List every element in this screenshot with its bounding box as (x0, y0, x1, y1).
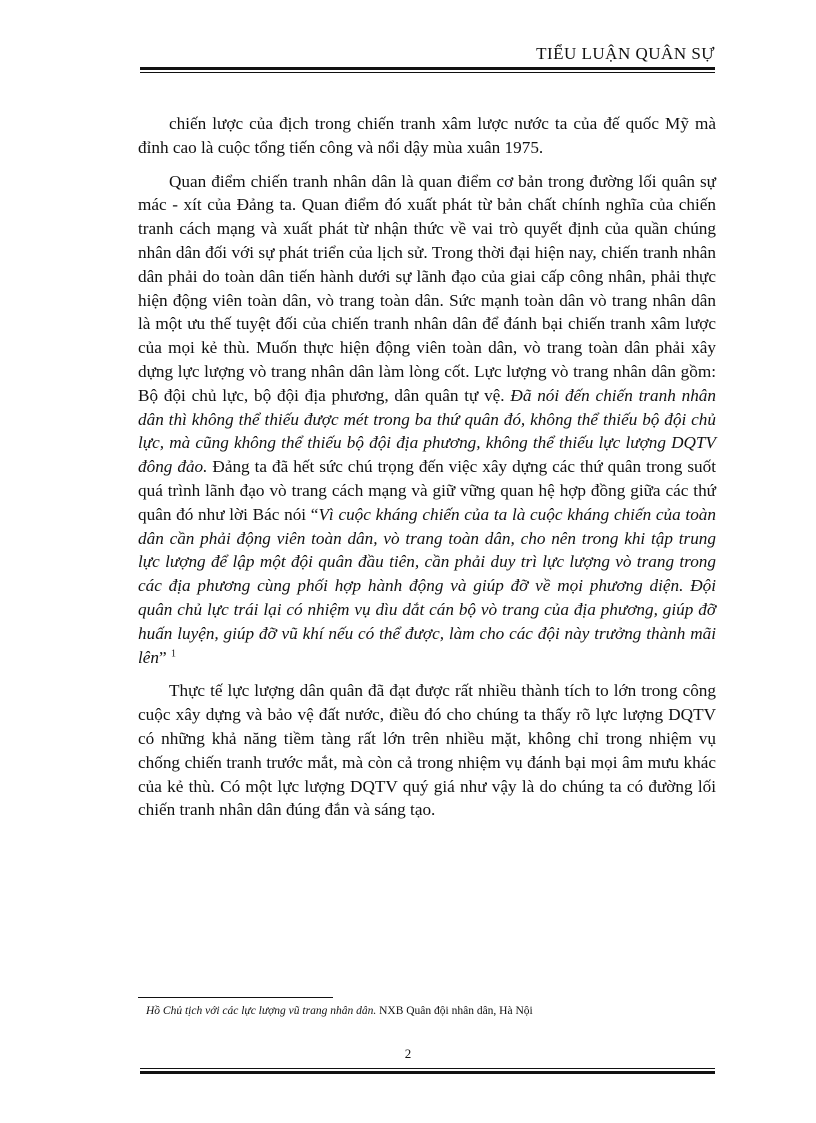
header-rule-thick (140, 67, 715, 70)
paragraph-2-quote: Vì cuộc kháng chiến của ta là cuộc kháng chiến của toàn dân cần phải động viên toàn dân, vò trang toàn dân, cho nên trong khi tập trung lực lượng để lập một đội quân đầu tiên, cần phải duy trì lực lượng vò trang trong các địa phương cùng phối hợp hành động và giúp đỡ về mọi phương diện. Đội quân chủ lực trái lại có nhiệm vụ dìu dắt cán bộ vò trang của địa phương, giúp đỡ huấn luyện, giúp đỡ vũ khí nếu có thể được, làm cho các đội này trưởng thành mãi lên (138, 504, 716, 667)
footnote-reference: 1 (170, 647, 176, 659)
body-text (138, 112, 716, 832)
page-header (140, 44, 715, 74)
paragraph-1-text: chiến lược của địch trong chiến tranh xâm lược nước ta của đế quốc Mỹ mà đỉnh cao là cuộc tổng tiến công và nổi dậy mùa xuân 1975. (138, 114, 716, 157)
footnote-title: Hồ Chủ tịch với các lực lượng vũ trang nhân dân. (146, 1005, 377, 1017)
header-title: TIỂU LUẬN QUÂN SỰ (536, 44, 715, 63)
paragraph-2-italic-a: Đã nói đến chiến tranh nhân dân thì không thể thiếu được mét trong ba thứ quân đó, không thể thiếu bộ đội chủ lực, mà cũng không thể thiếu bộ đội địa phương, không thể thiếu lực lượng DQTV đông đảo. (138, 385, 716, 477)
paragraph-1 (138, 112, 716, 160)
paragraph-2-text-b: Đảng ta đã hết sức chú trọng đến việc xây dựng các thứ quân trong suốt quá trình lãnh đạo vò trang cách mạng và giữ vững quan hệ hợp đồng giữa các thứ quân đó như lời Bác nói “ (138, 457, 716, 524)
footnote (146, 1005, 716, 1017)
footnote-separator (138, 997, 333, 998)
page-number: 2 (404, 1046, 412, 1061)
footer-rule-thin (140, 1068, 715, 1069)
header-rule-thin (140, 72, 715, 73)
paragraph-3 (138, 679, 716, 822)
paragraph-2 (138, 170, 716, 670)
paragraph-2-text-c: ” (159, 647, 171, 667)
paragraph-3-text: Thực tế lực lượng dân quân đã đạt được rất nhiều thành tích to lớn trong công cuộc xây dựng và bảo vệ đất nước, điều đó cho chúng ta thấy rõ lực lượng DQTV có những khả năng tiềm tàng rất lớn trên nhiều mặt, không chỉ trong nhiệm vụ chống chiến tranh trước mắt, mà còn cả trong nhiệm vụ đánh bại mọi âm mưu khác của kẻ thù. Có một lực lượng DQTV quý giá như vậy là do chúng ta có đường lối chiến tranh nhân dân đúng đắn và sáng tạo. (138, 681, 716, 820)
footer-rule-thick (140, 1071, 715, 1074)
paragraph-2-text-a: Quan điểm chiến tranh nhân dân là quan điểm cơ bản trong đường lối quân sự mác - xít của Đảng ta. Quan điểm đó xuất phát từ bản chất chính nghĩa của chiến tranh cách mạng và xuất phát từ nhận thức về vai trò quyết định của quần chúng nhân dân đối với sự phát triển của lịch sử. Trong thời đại hiện nay, chiến tranh nhân dân phải do toàn dân tiến hành dưới sự lãnh đạo của giai cấp công nhân, phải thực hiện động viên toàn dân, vò trang toàn dân. Sức mạnh toàn dân vò trang nhân dân là một ưu thế tuyệt đối của chiến tranh nhân dân để đánh bại chiến tranh xâm lược của mọi kẻ thù. Muốn thực hiện động viên toàn dân, vò trang toàn dân phải xây dựng lực lượng vò trang nhân dân làm lòng cốt. Lực lượng vò trang nhân dân gồm: Bộ đội chủ lực, bộ đội địa phương, dân quân tự vệ. (138, 171, 716, 405)
footnote-publisher: NXB Quân đội nhân dân, Hà Nội (376, 1005, 533, 1017)
